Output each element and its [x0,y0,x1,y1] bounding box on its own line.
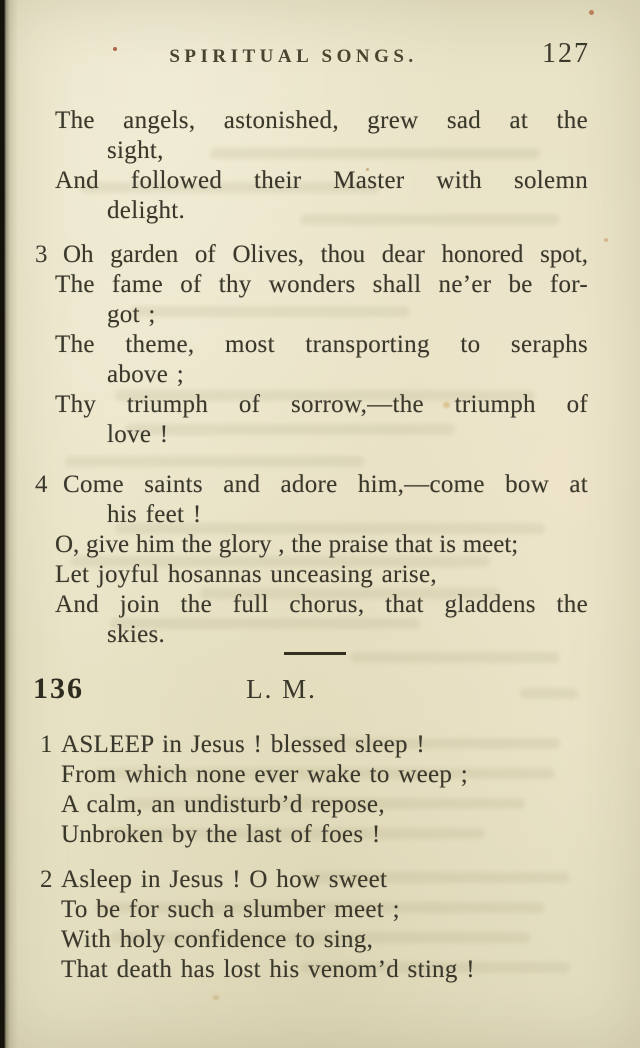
foxing-speck [213,995,219,1000]
hymn-line: sight, [107,137,164,164]
hymn-line: The theme, most transporting to seraphs [55,331,588,358]
hymn-line: Come saints and adore him,—come bow at [63,471,588,498]
page-number: 127 [542,38,590,69]
hymn-line: his feet ! [107,501,202,528]
book-gutter-edge [0,0,18,1048]
stanza [40,730,588,850]
hymn-line: With holy confidence to sing, [61,926,374,953]
hymn-line: Thy triumph of sorrow,—the triumph of [55,391,588,418]
stanza [35,470,588,650]
foxing-speck [589,10,594,15]
hymn-line: The fame of thy wonders shall ne’er be for- [55,271,588,298]
hymn-line: From which none ever wake to weep ; [61,761,469,788]
stanza [40,865,588,985]
hymn-line: The angels, astonished, grew sad at the [55,107,588,134]
hymn-line: above ; [107,361,184,388]
foxing-speck [604,238,608,242]
hymn-line: O, give him the glory , the praise that is meet; [55,531,519,558]
hymn-line: Oh garden of Olives, thou dear honored spot, [63,241,588,268]
stanza-number: 3 [35,241,48,268]
stanza-number: 1 [40,731,53,758]
hymn-number: 136 [33,672,84,705]
stanza-number: 2 [40,866,53,893]
hymn-line: And followed their Master with solemn [55,167,588,194]
running-title: SPIRITUAL SONGS. [169,46,418,67]
hymn-line: Unbroken by the last of foes ! [61,821,381,848]
hymn-line: delight. [107,197,186,224]
hymn-heading [33,672,588,708]
hymn-line: skies. [107,621,166,648]
hymn-line: Asleep in Jesus ! O how sweet [61,866,388,893]
hymn-meter: L. M. [246,674,317,704]
hymn-line: A calm, an undisturb’d repose, [61,791,385,818]
hymn-line: That death has lost his venom’d sting ! [61,956,475,983]
stanza [35,240,588,450]
hymn-line: got ; [107,301,156,328]
hymn-line: To be for such a slumber meet ; [61,896,400,923]
page-header [55,38,590,70]
hymn-line: Let joyful hosannas unceasing arise, [55,561,437,588]
section-divider [284,652,346,655]
stanza [55,106,588,226]
hymn-line: ASLEEP in Jesus ! blessed sleep ! [61,731,425,758]
hymn-line: And join the full chorus, that gladdens the [55,591,588,618]
hymn-line: love ! [107,421,169,448]
stanza-number: 4 [35,471,48,498]
page-content [33,0,590,985]
